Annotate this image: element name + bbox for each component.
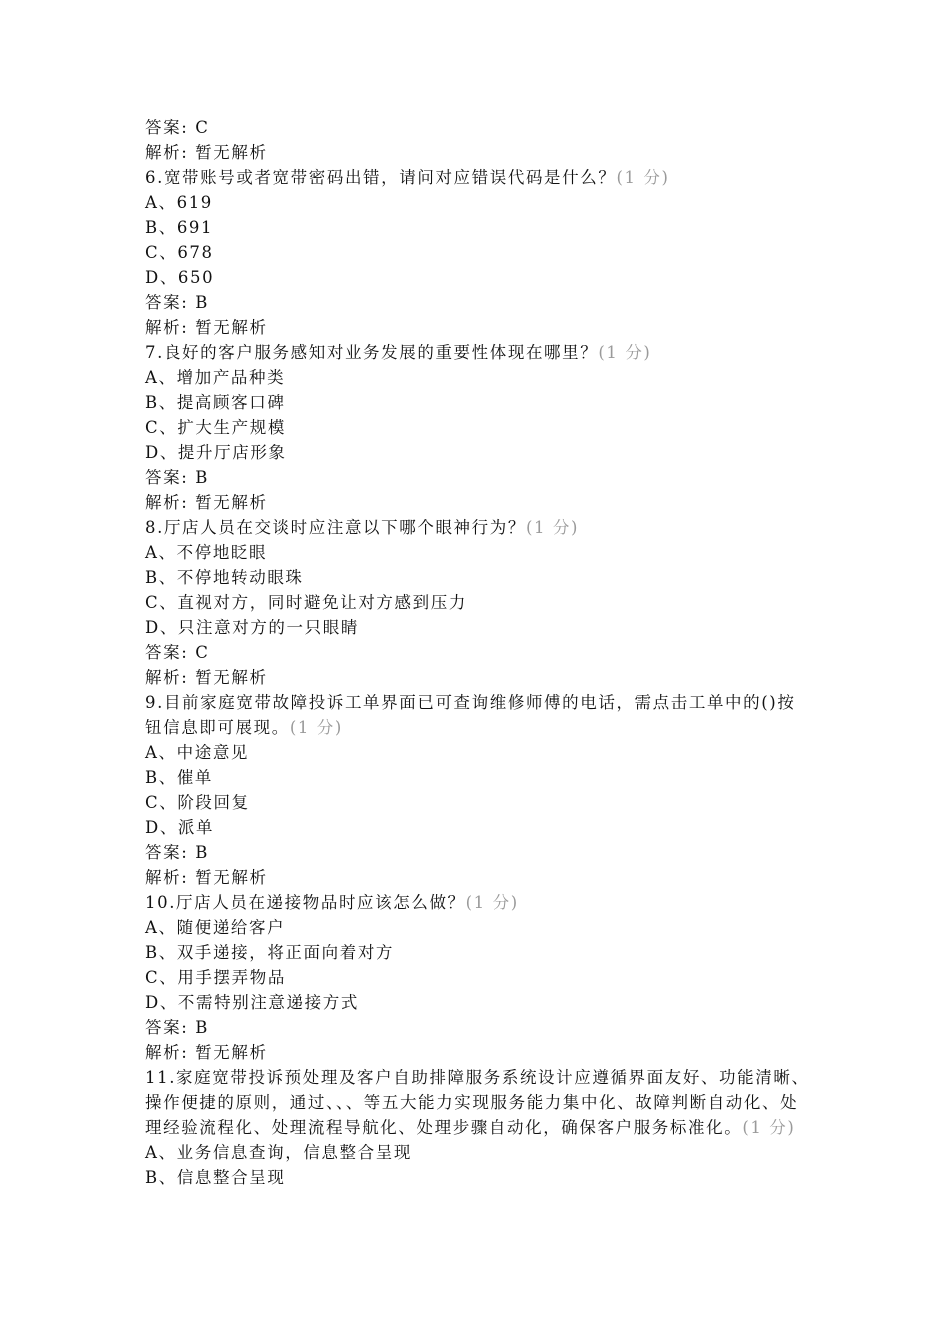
option-b: B、不停地转动眼珠: [145, 568, 304, 587]
question-text: 8.厅店人员在交谈时应注意以下哪个眼神行为？: [145, 518, 526, 537]
question-stem: [145, 165, 810, 190]
answer-text: 答案: C: [145, 118, 210, 137]
question-score: (1 分): [465, 893, 519, 912]
analysis-text: 解析: 暂无解析: [145, 1043, 268, 1062]
question-score: (1 分): [598, 343, 652, 362]
document-page: [145, 115, 810, 1190]
question-stem: [145, 890, 810, 915]
option-c: C、用手摆弄物品: [145, 968, 286, 987]
option-a: A、619: [145, 193, 213, 212]
analysis-text: 解析: 暂无解析: [145, 318, 268, 337]
question-block: [145, 165, 810, 340]
question-block: [145, 890, 810, 1065]
answer-text: 答案: B: [145, 468, 209, 487]
option-a: A、增加产品种类: [145, 368, 286, 387]
option-d: D、提升厅店形象: [145, 443, 287, 462]
question-text: 7.良好的客户服务感知对业务发展的重要性体现在哪里？: [145, 343, 599, 362]
question-text: 11.家庭宽带投诉预处理及客户自助排障服务系统设计应遵循界面友好、功能清晰、操作便捷的原则，通过、、、等五大能力实现服务能力集中化、故障判断自动化、处理经验流程化、处理流程导航化、处理步骤自动化，确保客户服务标准化。: [145, 1068, 810, 1137]
question-score: (1 分): [289, 718, 343, 737]
option-b: B、691: [145, 218, 214, 237]
analysis-text: 解析: 暂无解析: [145, 868, 268, 887]
option-a: A、业务信息查询，信息整合呈现: [145, 1143, 412, 1162]
option-c: C、678: [145, 243, 214, 262]
question-score: (1 分): [742, 1118, 796, 1137]
analysis-text: 解析: 暂无解析: [145, 493, 268, 512]
question-text: 10.厅店人员在递接物品时应该怎么做？: [145, 893, 466, 912]
question-block: [145, 690, 810, 890]
question-text: 9.目前家庭宽带故障投诉工单界面已可查询维修师傅的电话，需点击工单中的()按钮信息即可展现。: [145, 693, 796, 737]
option-c: C、阶段回复: [145, 793, 250, 812]
option-a: A、中途意见: [145, 743, 250, 762]
option-b: B、提高顾客口碑: [145, 393, 286, 412]
option-d: D、只注意对方的一只眼睛: [145, 618, 359, 637]
question-block: [145, 340, 810, 515]
question-score: (1 分): [616, 168, 670, 187]
option-a: A、随便递给客户: [145, 918, 286, 937]
answer-text: 答案: B: [145, 843, 209, 862]
option-c: C、扩大生产规模: [145, 418, 286, 437]
option-c: C、直视对方，同时避免让对方感到压力: [145, 593, 467, 612]
option-d: D、650: [145, 268, 215, 287]
answer-text: 答案: B: [145, 1018, 209, 1037]
question-score: (1 分): [525, 518, 580, 537]
option-b: B、双手递接，将正面向着对方: [145, 943, 395, 962]
option-d: D、不需特别注意递接方式: [145, 993, 359, 1012]
option-d: D、派单: [145, 818, 215, 837]
question-text: 6.宽带账号或者宽带密码出错，请问对应错误代码是什么？: [145, 168, 617, 187]
question-stem: [145, 690, 810, 740]
question-block: [145, 515, 810, 690]
analysis-text: 解析: 暂无解析: [145, 143, 268, 162]
option-a: A、不停地眨眼: [145, 543, 268, 562]
question-stem: [145, 1065, 810, 1140]
answer-text: 答案: C: [145, 643, 210, 662]
option-b: B、催单: [145, 768, 214, 787]
question-block: [145, 1065, 810, 1190]
question-stem: [145, 340, 810, 365]
question-stem: [145, 515, 810, 540]
option-b: B、信息整合呈现: [145, 1168, 286, 1187]
analysis-text: 解析: 暂无解析: [145, 668, 268, 687]
answer-text: 答案: B: [145, 293, 209, 312]
